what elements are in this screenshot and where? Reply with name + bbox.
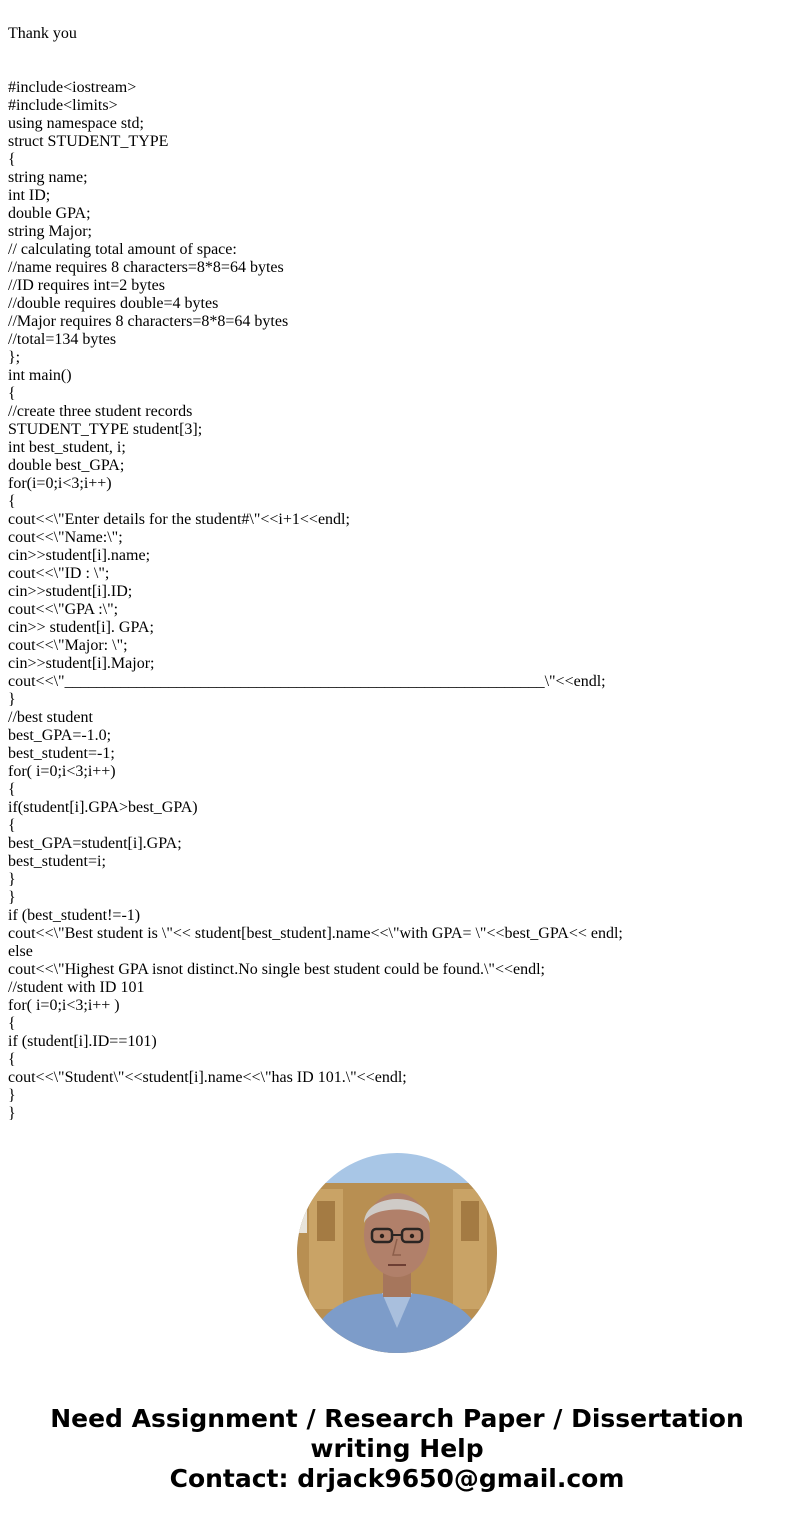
code-line: {	[8, 493, 16, 510]
code-line: cout<<\"ID : \";	[8, 565, 110, 582]
code-line: int ID;	[8, 187, 51, 204]
footer-ad	[0, 1404, 794, 1494]
code-line: for( i=0;i<3;i++)	[8, 763, 116, 780]
code-line: int main()	[8, 367, 72, 384]
code-line: STUDENT_TYPE student[3];	[8, 421, 203, 438]
code-line: cin>>student[i].ID;	[8, 583, 133, 600]
code-line: cout<<\"Student\"<<student[i].name<<\"has ID 101.\"<<endl;	[8, 1069, 407, 1086]
code-line: int best_student, i;	[8, 439, 126, 456]
code-line: {	[8, 385, 16, 402]
footer-line-1: Need Assignment / Research Paper / Dissertation	[50, 1404, 744, 1433]
code-block	[8, 79, 788, 1123]
code-line: if (student[i].ID==101)	[8, 1033, 157, 1050]
code-line: {	[8, 781, 16, 798]
code-line: //student with ID 101	[8, 979, 145, 996]
code-line: string Major;	[8, 223, 92, 240]
code-line: best_student=i;	[8, 853, 106, 870]
code-line: best_GPA=student[i].GPA;	[8, 835, 182, 852]
code-line: cin>> student[i]. GPA;	[8, 619, 154, 636]
code-line: {	[8, 817, 16, 834]
code-line: best_student=-1;	[8, 745, 115, 762]
author-avatar	[297, 1153, 497, 1353]
code-line: double GPA;	[8, 205, 91, 222]
code-line: #include<iostream>	[8, 79, 137, 96]
code-line: double best_GPA;	[8, 457, 125, 474]
code-line: else	[8, 943, 33, 960]
code-line: //name requires 8 characters=8*8=64 bytes	[8, 259, 284, 276]
code-line: }	[8, 871, 16, 888]
code-line: if (best_student!=-1)	[8, 907, 141, 924]
code-line: };	[8, 349, 21, 366]
code-line: cout<<\"Major: \";	[8, 637, 128, 654]
code-line: cin>>student[i].Major;	[8, 655, 155, 672]
code-line: }	[8, 691, 16, 708]
code-line: {	[8, 151, 16, 168]
code-line: }	[8, 889, 16, 906]
footer-line-2: writing Help	[310, 1434, 484, 1463]
code-line: cout<<\"Enter details for the student#\"<<i+1<<endl;	[8, 511, 350, 528]
code-line: {	[8, 1051, 16, 1068]
code-line: using namespace std;	[8, 115, 144, 132]
code-line: }	[8, 1087, 16, 1104]
code-line: cout<<\"GPA :\";	[8, 601, 119, 618]
code-line: best_GPA=-1.0;	[8, 727, 112, 744]
code-line: //double requires double=4 bytes	[8, 295, 219, 312]
code-line: for(i=0;i<3;i++)	[8, 475, 112, 492]
code-line: cout<<\"____________________________________________________________\"<<endl;	[8, 673, 606, 690]
page-content	[8, 25, 788, 1123]
code-line: {	[8, 1015, 16, 1032]
author-photo-icon	[297, 1153, 497, 1353]
code-line: string name;	[8, 169, 88, 186]
thank-you-text: Thank you	[8, 25, 77, 42]
code-line: //ID requires int=2 bytes	[8, 277, 165, 294]
code-line: #include<limits>	[8, 97, 118, 114]
code-line: cin>>student[i].name;	[8, 547, 151, 564]
code-line: cout<<\"Name:\";	[8, 529, 123, 546]
code-line: cout<<\"Best student is \"<< student[best_student].name<<\"with GPA= \"<<best_GPA<< endl;	[8, 925, 623, 942]
code-line: for( i=0;i<3;i++ )	[8, 997, 120, 1014]
code-line: //best student	[8, 709, 93, 726]
code-line: //total=134 bytes	[8, 331, 117, 348]
code-line: //Major requires 8 characters=8*8=64 bytes	[8, 313, 289, 330]
code-line: //create three student records	[8, 403, 193, 420]
code-line: // calculating total amount of space:	[8, 241, 237, 258]
code-line: }	[8, 1105, 16, 1122]
code-line: if(student[i].GPA>best_GPA)	[8, 799, 198, 816]
footer-contact: Contact: drjack9650@gmail.com	[169, 1464, 625, 1493]
code-line: cout<<\"Highest GPA isnot distinct.No single best student could be found.\"<<endl;	[8, 961, 545, 978]
code-line: struct STUDENT_TYPE	[8, 133, 169, 150]
